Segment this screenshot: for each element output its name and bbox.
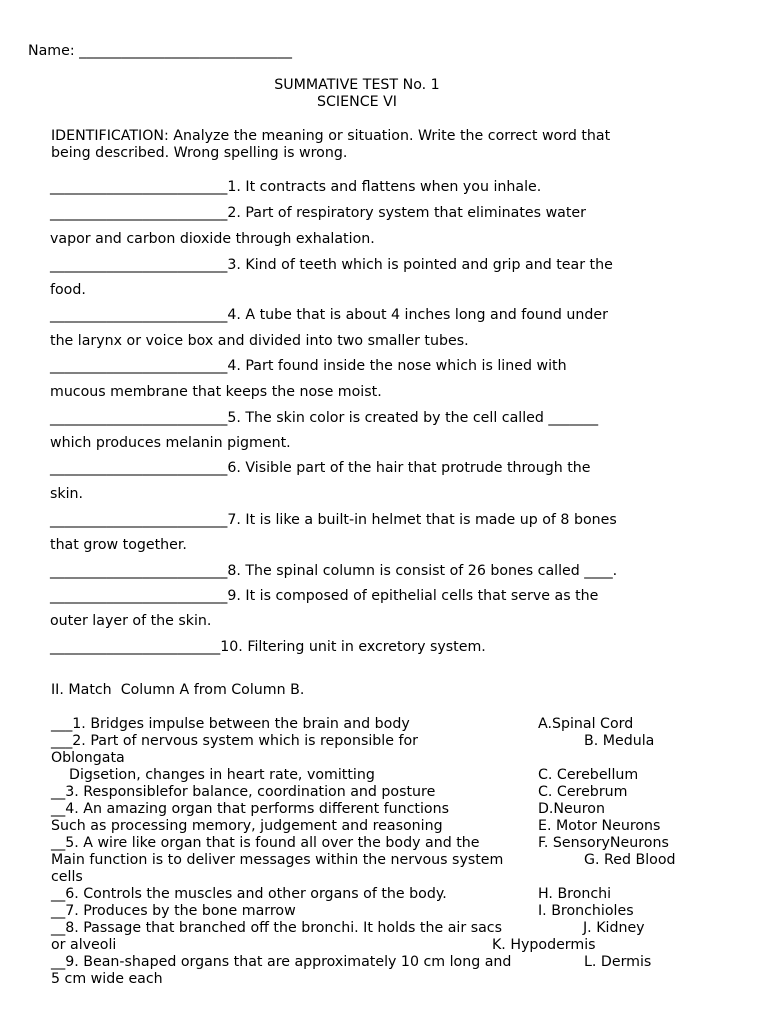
column-b-item: E. Motor Neurons bbox=[538, 818, 661, 834]
identification-line: mucous membrane that keeps the nose moist. bbox=[50, 384, 382, 400]
identification-line: ________________________10. Filtering unit in excretory system. bbox=[50, 639, 486, 655]
identification-line: _________________________4. Part found inside the nose which is lined with bbox=[50, 358, 567, 374]
column-b-item: L. Dermis bbox=[584, 954, 652, 970]
identification-line: that grow together. bbox=[50, 537, 187, 553]
column-a-item: __6. Controls the muscles and other organs of the body. bbox=[51, 886, 447, 902]
column-b-item: I. Bronchioles bbox=[538, 903, 634, 919]
column-b-item: F. SensoryNeurons bbox=[538, 835, 669, 851]
identification-line: outer layer of the skin. bbox=[50, 613, 212, 629]
column-a-item: Digsetion, changes in heart rate, vomitting bbox=[51, 767, 375, 783]
column-b-item: J. Kidney bbox=[583, 920, 645, 936]
column-b-item: H. Bronchi bbox=[538, 886, 612, 902]
column-a-item: Oblongata bbox=[51, 750, 125, 766]
column-a-item: __5. A wire like organ that is found all over the body and the bbox=[51, 835, 480, 851]
identification-instruction-line-1: IDENTIFICATION: Analyze the meaning or situation. Write the correct word that bbox=[51, 128, 611, 144]
identification-line: _________________________2. Part of respiratory system that eliminates water bbox=[50, 205, 586, 221]
identification-line: the larynx or voice box and divided into two smaller tubes. bbox=[50, 333, 469, 349]
column-b-item: K. Hypodermis bbox=[492, 937, 596, 953]
identification-line: _________________________3. Kind of teeth which is pointed and grip and tear the bbox=[50, 257, 613, 273]
column-b-item: C. Cerebrum bbox=[538, 784, 628, 800]
identification-line: _________________________9. It is composed of epithelial cells that serve as the bbox=[50, 588, 599, 604]
column-a-item: __4. An amazing organ that performs different functions bbox=[51, 801, 449, 817]
column-a-item: __9. Bean-shaped organs that are approximately 10 cm long and bbox=[51, 954, 512, 970]
column-a-item: __7. Produces by the bone marrow bbox=[51, 903, 296, 919]
identification-instruction-line-2: being described. Wrong spelling is wrong. bbox=[51, 145, 348, 161]
identification-line: _________________________5. The skin color is created by the cell called _______ bbox=[50, 410, 599, 426]
name-field-label: Name: ______________________________ bbox=[28, 43, 292, 59]
identification-line: _________________________1. It contracts and flattens when you inhale. bbox=[50, 179, 542, 195]
column-a-item: ___2. Part of nervous system which is reponsible for bbox=[51, 733, 418, 749]
column-b-item: G. Red Blood bbox=[584, 852, 676, 868]
column-a-item: 5 cm wide each bbox=[51, 971, 163, 987]
identification-line: _________________________6. Visible part of the hair that protrude through the bbox=[50, 460, 591, 476]
matching-heading: II. Match Column A from Column B. bbox=[51, 682, 305, 698]
column-b-item: B. Medula bbox=[584, 733, 655, 749]
identification-line: _________________________4. A tube that is about 4 inches long and found under bbox=[50, 307, 608, 323]
column-b-item: D.Neuron bbox=[538, 801, 605, 817]
identification-line: food. bbox=[50, 282, 86, 298]
column-a-item: __8. Passage that branched off the bronchi. It holds the air sacs bbox=[51, 920, 502, 936]
column-a-item: or alveoli bbox=[51, 937, 117, 953]
column-b-item: A.Spinal Cord bbox=[538, 716, 634, 732]
identification-line: which produces melanin pigment. bbox=[50, 435, 291, 451]
test-subtitle: SCIENCE VI bbox=[317, 94, 397, 110]
identification-line: skin. bbox=[50, 486, 84, 502]
identification-line: _________________________7. It is like a built-in helmet that is made up of 8 bones bbox=[50, 512, 617, 528]
identification-line: _________________________8. The spinal column is consist of 26 bones called ____. bbox=[50, 563, 618, 579]
test-title: SUMMATIVE TEST No. 1 bbox=[274, 77, 440, 93]
identification-line: vapor and carbon dioxide through exhalation. bbox=[50, 231, 375, 247]
column-a-item: cells bbox=[51, 869, 83, 885]
column-b-item: C. Cerebellum bbox=[538, 767, 639, 783]
column-a-item: ___1. Bridges impulse between the brain and body bbox=[51, 716, 410, 732]
column-a-item: Such as processing memory, judgement and reasoning bbox=[51, 818, 443, 834]
column-a-item: __3. Responsiblefor balance, coordination and posture bbox=[51, 784, 436, 800]
column-a-item: Main function is to deliver messages within the nervous system bbox=[51, 852, 504, 868]
